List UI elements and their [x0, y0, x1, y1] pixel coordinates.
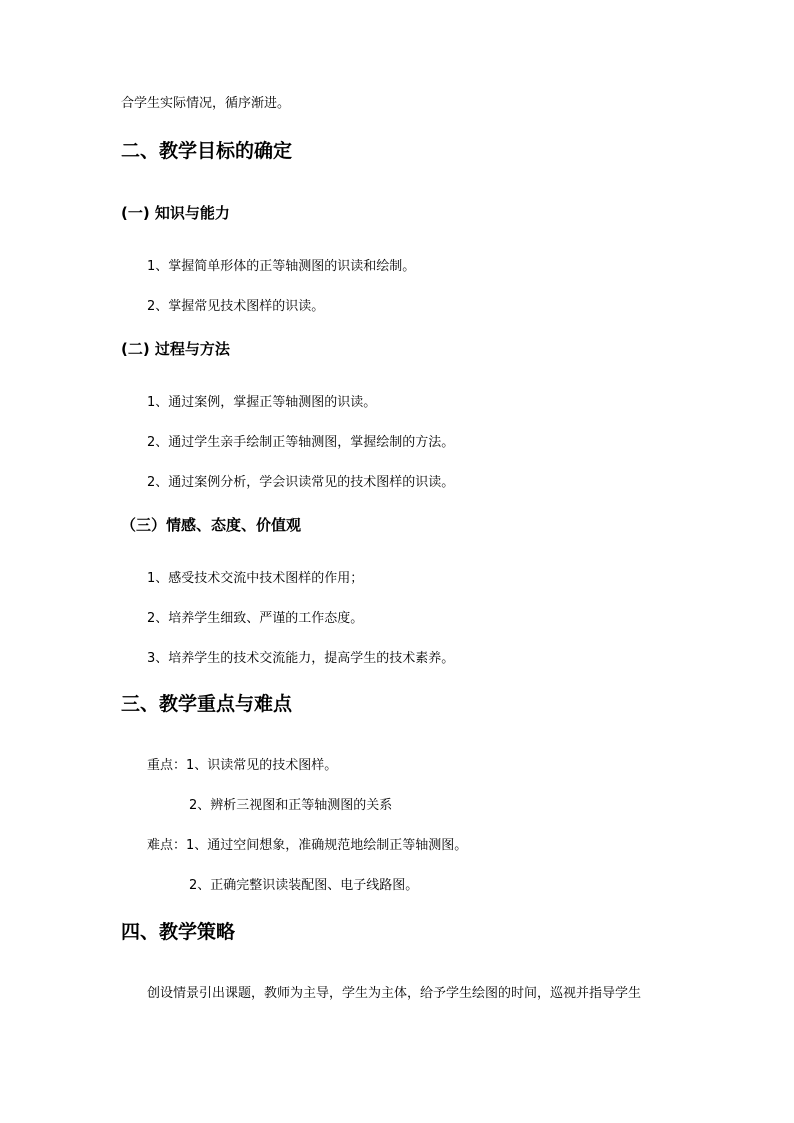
section-2-heading: 二、教学目标的确定 — [121, 140, 293, 162]
list-item: 2、通过学生亲手绘制正等轴测图，掌握绘制的方法。 — [147, 435, 455, 450]
difficult-point-line: 2、正确完整识读装配图、电子线路图。 — [189, 878, 419, 893]
list-item: 1、通过案例，掌握正等轴测图的识读。 — [147, 395, 377, 410]
section-3-heading: 三、教学重点与难点 — [121, 693, 293, 715]
intro-text-tail: 合学生实际情况，循序渐进。 — [121, 96, 291, 111]
list-item: 1、感受技术交流中技术图样的作用； — [147, 571, 364, 586]
list-item: 2、通过案例分析，学会识读常见的技术图样的识读。 — [147, 475, 455, 490]
subsection-attitude-heading: （三）情感、态度、价值观 — [121, 516, 302, 534]
key-point-line: 2、辨析三视图和正等轴测图的关系 — [189, 798, 393, 813]
list-item: 2、掌握常见技术图样的识读。 — [147, 299, 325, 314]
list-item: 3、培养学生的技术交流能力，提高学生的技术素养。 — [147, 651, 455, 666]
subsection-knowledge-heading: (一) 知识与能力 — [121, 204, 230, 222]
difficult-point-line: 难点：1、通过空间想象，准确规范地绘制正等轴测图。 — [147, 838, 468, 853]
strategy-paragraph: 创设情景引出课题，教师为主导，学生为主体，给予学生绘图的时间，巡视并指导学生 — [147, 986, 642, 1001]
list-item: 2、培养学生细致、严谨的工作态度。 — [147, 611, 364, 626]
section-4-heading: 四、教学策略 — [121, 921, 236, 943]
key-point-line: 重点：1、识读常见的技术图样。 — [147, 758, 338, 773]
list-item: 1、掌握简单形体的正等轴测图的识读和绘制。 — [147, 259, 416, 274]
subsection-process-heading: (二) 过程与方法 — [121, 340, 230, 358]
